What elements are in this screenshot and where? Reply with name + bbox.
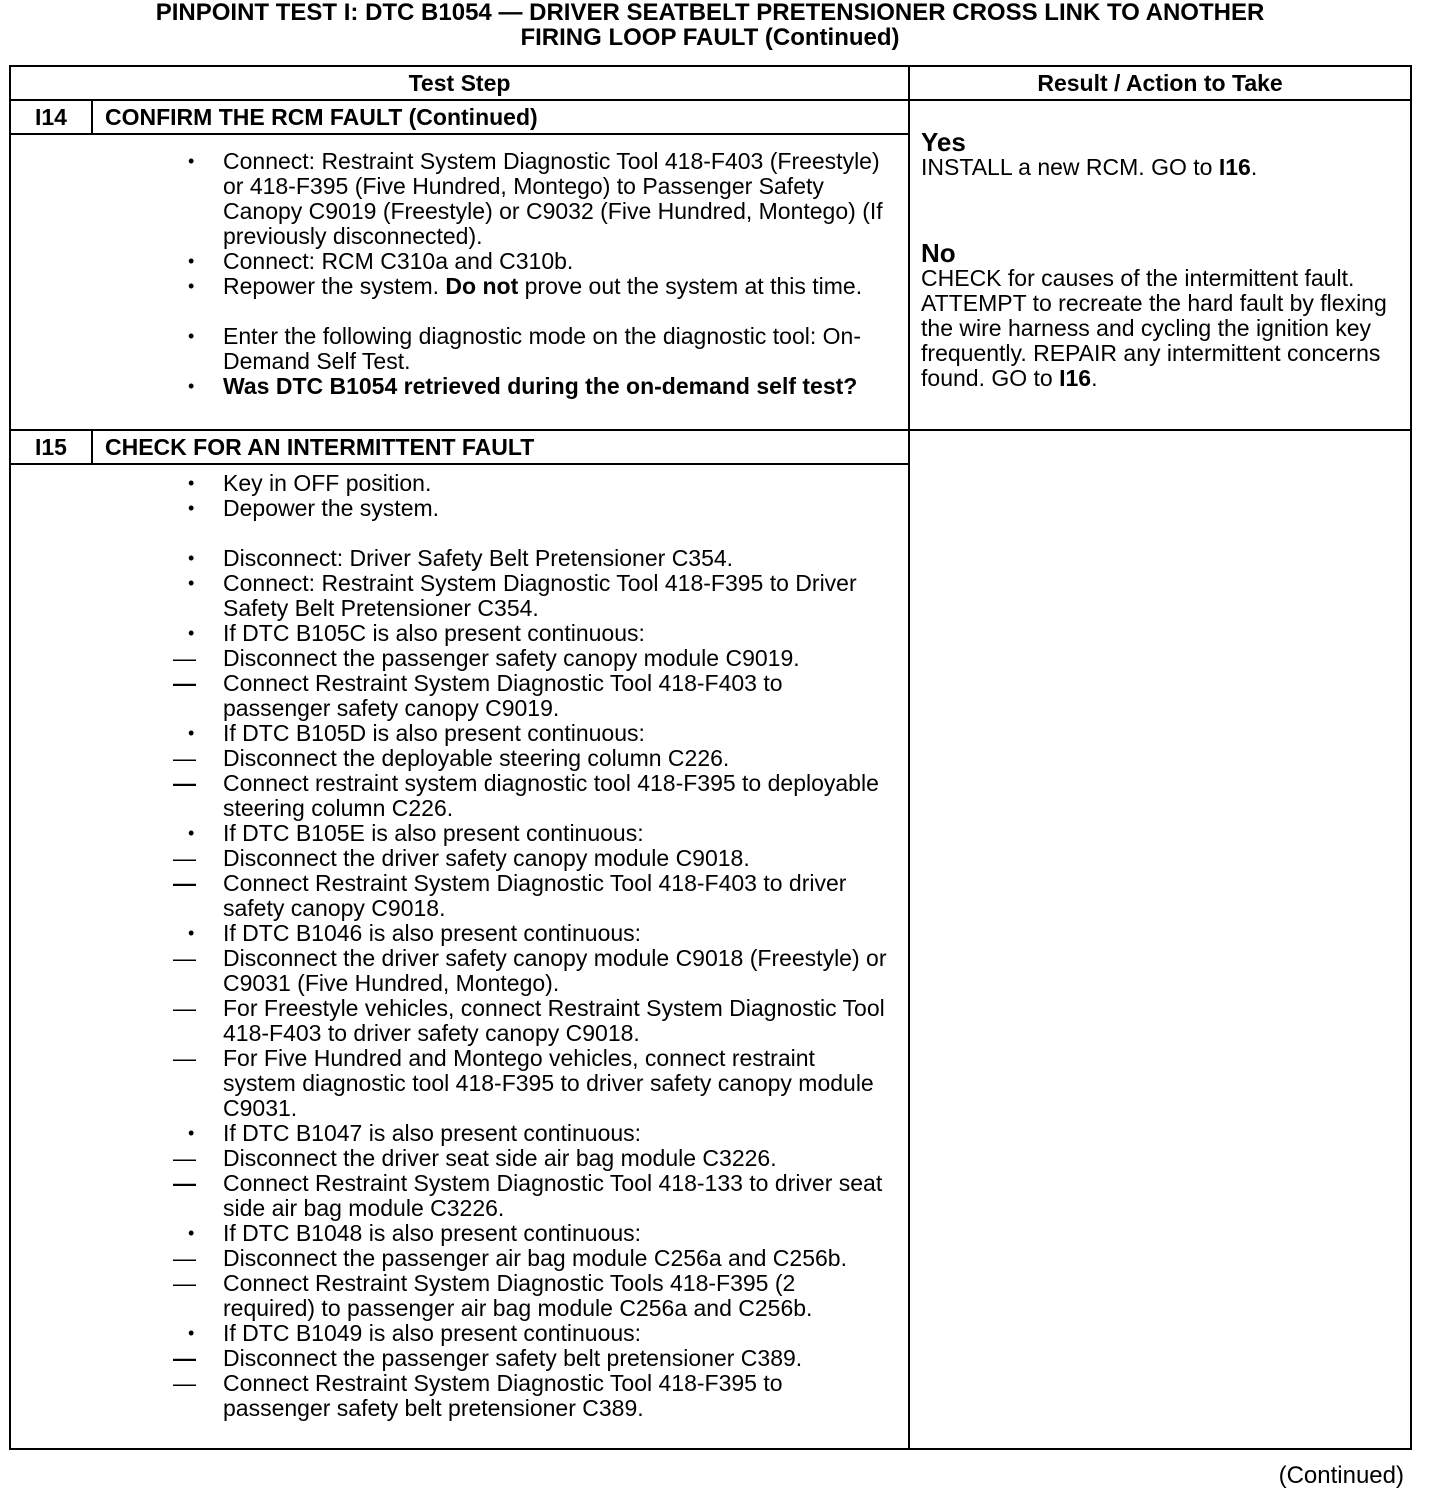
result-cell-i15 bbox=[909, 430, 1411, 1449]
list-item: • If DTC B105C is also present continuous: — Disconnect the passenger safety canopy module C9019. — Connect Restraint System Diagnostic Tool 418-F403 to passenger safety canopy C9019. bbox=[92, 621, 908, 721]
sub-list bbox=[223, 946, 888, 1121]
sub-list bbox=[223, 1246, 888, 1321]
list-item: • If DTC B1049 is also present continuous: — Disconnect the passenger safety belt pretensioner C389. — Connect Restraint System Diagnostic Tool 418-F395 to passenger safety belt pretensioner C389. bbox=[92, 1321, 908, 1421]
step-i14-list bbox=[92, 149, 908, 399]
sub-item: — Connect Restraint System Diagnostic Tool 418-F403 to passenger safety canopy C9019. bbox=[173, 671, 888, 721]
result-yes-block bbox=[921, 129, 1404, 180]
sub-item: — Disconnect the driver safety canopy module C9018 (Freestyle) or C9031 (Five Hundred, Montego). bbox=[173, 946, 888, 996]
sub-item: — Disconnect the driver seat side air bag module C3226. bbox=[173, 1146, 888, 1171]
goto-i16-link[interactable]: I16 bbox=[1059, 365, 1092, 391]
title-line-1: PINPOINT TEST I: DTC B1054 — DRIVER SEATBELT PRETENSIONER CROSS LINK TO ANOTHER bbox=[155, 0, 1265, 26]
list-item: • Key in OFF position. bbox=[92, 471, 908, 496]
list-item: • Connect: Restraint System Diagnostic Tool 418-F403 (Freestyle) or 418-F395 (Five Hundred, Montego) to Passenger Safety Canopy C9019 (Freestyle) or C9032 (Five Hundred, Montego) (If previously disconnected). bbox=[92, 149, 908, 249]
result-yes-text: INSTALL a new RCM. GO to I16. bbox=[921, 154, 1258, 180]
list-item: • Depower the system. bbox=[92, 496, 908, 521]
header-test-step: Test Step bbox=[10, 66, 909, 100]
sub-item: — Connect Restraint System Diagnostic Tool 418-F395 to passenger safety belt pretensioner C389. bbox=[173, 1371, 888, 1421]
sub-item: — Disconnect the passenger safety belt pretensioner C389. bbox=[173, 1346, 888, 1371]
sub-item: — Disconnect the passenger air bag module C256a and C256b. bbox=[173, 1246, 888, 1271]
step-i15-heading-row bbox=[10, 430, 1411, 464]
sub-item: — Connect Restraint System Diagnostic Tools 418-F395 (2 required) to passenger air bag module C256a and C256b. bbox=[173, 1271, 888, 1321]
result-no-label: No bbox=[921, 238, 956, 268]
title-line-2: FIRING LOOP FAULT (Continued) bbox=[520, 24, 900, 51]
list-item: • Connect: RCM C310a and C310b. bbox=[92, 249, 908, 274]
step-i15-list bbox=[92, 471, 908, 1421]
result-yes-label: Yes bbox=[921, 127, 966, 157]
step-i15-content bbox=[92, 464, 909, 1449]
step-i14-content bbox=[92, 134, 909, 430]
result-cell-i14 bbox=[909, 100, 1411, 430]
table-header-row bbox=[10, 66, 1411, 100]
step-title-i15: CHECK FOR AN INTERMITTENT FAULT bbox=[92, 430, 909, 464]
list-item: • Disconnect: Driver Safety Belt Pretensioner C354. bbox=[92, 546, 908, 571]
list-item: • Repower the system. Do not prove out the system at this time. bbox=[92, 274, 908, 299]
sub-list bbox=[223, 1146, 888, 1221]
sub-item: — Disconnect the deployable steering column C226. bbox=[173, 746, 888, 771]
sub-list bbox=[223, 1346, 888, 1421]
list-item: • If DTC B1047 is also present continuous: — Disconnect the driver seat side air bag module C3226. — Connect Restraint System Diagnostic Tool 418-133 to driver seat side air bag module C3226. bbox=[92, 1121, 908, 1221]
list-item: • If DTC B1046 is also present continuous: — Disconnect the driver safety canopy module C9018 (Freestyle) or C9031 (Five Hundred, Montego). — For Freestyle vehicles, connect Restraint System Diagnostic Tool 418-F403 to driver safety canopy C9018. — For Five Hundred and Montego vehicles, connect restraint system diagnostic tool 418-F395 to driver safety canopy module C9031. bbox=[92, 921, 908, 1121]
step-number-i14: I14 bbox=[10, 100, 92, 134]
list-item: • If DTC B105D is also present continuous: — Disconnect the deployable steering column C226. — Connect restraint system diagnostic tool 418-F395 to deployable steering column C226. bbox=[92, 721, 908, 821]
list-item: • Connect: Restraint System Diagnostic Tool 418-F395 to Driver Safety Belt Pretensioner C354. bbox=[92, 571, 908, 621]
step-i15-spacer bbox=[10, 464, 92, 1449]
result-no-block bbox=[921, 240, 1404, 391]
header-result-action: Result / Action to Take bbox=[909, 66, 1411, 100]
pinpoint-test-table bbox=[9, 65, 1412, 1450]
list-item: • If DTC B1048 is also present continuous: — Disconnect the passenger air bag module C256a and C256b. — Connect Restraint System Diagnostic Tools 418-F395 (2 required) to passenger air bag module C256a and C256b. bbox=[92, 1221, 908, 1321]
continued-footer: (Continued) bbox=[1278, 1462, 1404, 1489]
sub-item: — For Five Hundred and Montego vehicles, connect restraint system diagnostic tool 418-F395 to driver safety canopy module C9031. bbox=[173, 1046, 888, 1121]
sub-item: — For Freestyle vehicles, connect Restraint System Diagnostic Tool 418-F403 to driver safety canopy C9018. bbox=[173, 996, 888, 1046]
goto-i16-link[interactable]: I16 bbox=[1218, 154, 1251, 180]
step-i14-spacer bbox=[10, 134, 92, 430]
list-item: • If DTC B105E is also present continuous: — Disconnect the driver safety canopy module C9018. — Connect Restraint System Diagnostic Tool 418-F403 to driver safety canopy C9018. bbox=[92, 821, 908, 921]
step-i14-heading-row bbox=[10, 100, 1411, 134]
list-item-question: • Was DTC B1054 retrieved during the on-demand self test? bbox=[92, 374, 908, 399]
sub-list bbox=[223, 646, 888, 721]
list-item: • Enter the following diagnostic mode on the diagnostic tool: On-Demand Self Test. bbox=[92, 324, 908, 374]
sub-item: — Disconnect the driver safety canopy module C9018. bbox=[173, 846, 888, 871]
page-title bbox=[0, 0, 1420, 50]
result-no-text: CHECK for causes of the intermittent fault. ATTEMPT to recreate the hard fault by flexing the wire harness and cycling the ignition key frequently. REPAIR any intermittent concerns found. GO to I16. bbox=[921, 265, 1387, 391]
step-title-i14: CONFIRM THE RCM FAULT (Continued) bbox=[92, 100, 909, 134]
sub-item: — Disconnect the passenger safety canopy module C9019. bbox=[173, 646, 888, 671]
sub-list bbox=[223, 746, 888, 821]
sub-item: — Connect Restraint System Diagnostic Tool 418-F403 to driver safety canopy C9018. bbox=[173, 871, 888, 921]
sub-item: — Connect restraint system diagnostic tool 418-F395 to deployable steering column C226. bbox=[173, 771, 888, 821]
step-number-i15: I15 bbox=[10, 430, 92, 464]
sub-item: — Connect Restraint System Diagnostic Tool 418-133 to driver seat side air bag module C3226. bbox=[173, 1171, 888, 1221]
sub-list bbox=[223, 846, 888, 921]
